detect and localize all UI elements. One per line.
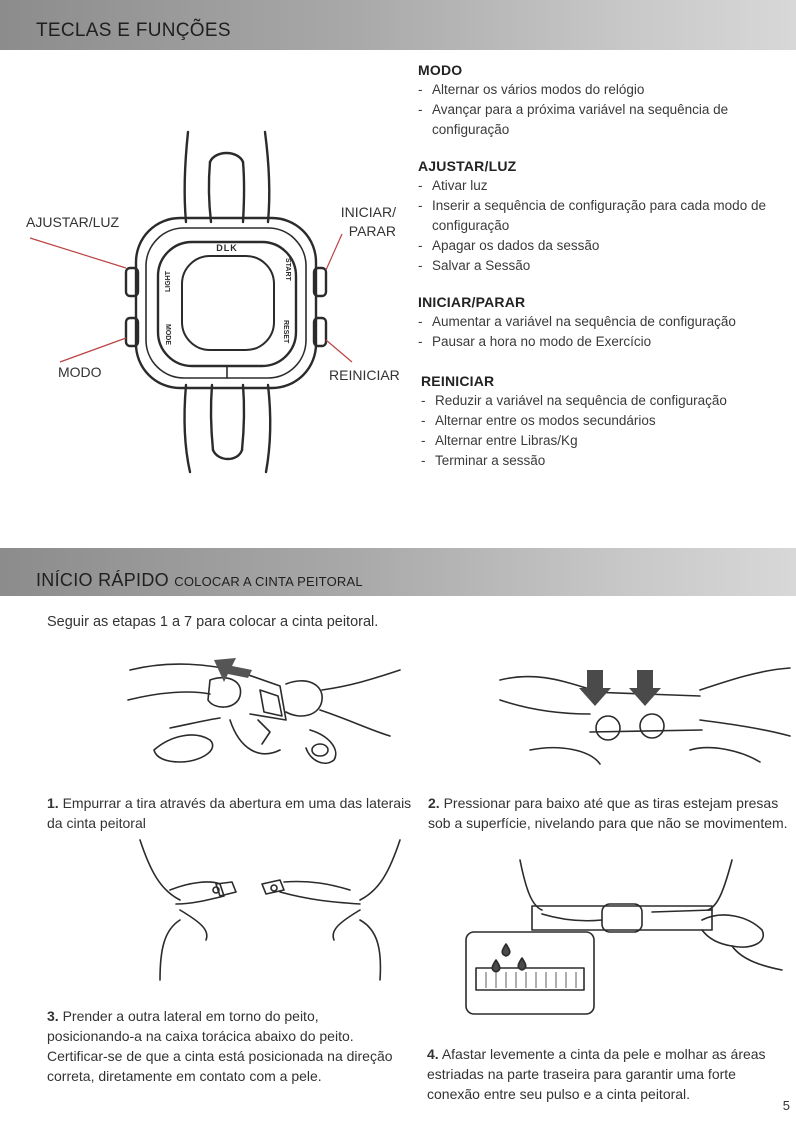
quickstart-subtitle: COLOCAR A CINTA PEITORAL xyxy=(174,574,363,589)
step-4 xyxy=(427,1044,781,1104)
function-title: MODO xyxy=(418,62,463,78)
step-number: 4. xyxy=(427,1046,439,1062)
step-1 xyxy=(47,793,417,833)
section-header-quickstart xyxy=(0,548,796,596)
function-item: - Avançar para a próxima variável na sequência de configuração xyxy=(418,100,762,140)
step-text: Empurrar a tira através da abertura em uma das laterais da cinta peitoral xyxy=(47,795,412,831)
watch-light-label: LIGHT xyxy=(165,271,172,292)
function-title: AJUSTAR/LUZ xyxy=(418,158,517,174)
page-number: 5 xyxy=(782,1098,790,1113)
quickstart-intro: Seguir as etapas 1 a 7 para colocar a cinta peitoral. xyxy=(47,614,379,630)
watch-reset-label: RESET xyxy=(282,320,289,344)
function-item: - Alternar entre Libras/Kg xyxy=(421,431,796,451)
function-item: - Apagar os dados da sessão xyxy=(418,236,796,256)
step2-illustration xyxy=(490,640,790,790)
function-modo xyxy=(418,62,796,140)
function-item: - Aumentar a variável na sequência de configuração xyxy=(418,312,796,332)
step-text: Prender a outra lateral em torno do peito, posicionando-a na caixa torácica abaixo do peito. Certificar-se de que a cinta está posicionada na direção correta, diretamente em contato com a pele. xyxy=(47,1008,393,1084)
callout-iniciar-line2: PARAR xyxy=(348,223,396,239)
function-reiniciar xyxy=(421,373,796,471)
watch-brand-mark: DLK xyxy=(216,243,238,253)
function-item: - Ativar luz xyxy=(418,176,796,196)
function-item: - Inserir a sequência de configuração para cada modo de configuração xyxy=(418,196,772,236)
function-item: - Terminar a sessão xyxy=(421,451,796,471)
callout-iniciar-line1: INICIAR/ xyxy=(340,204,396,220)
function-item: - Salvar a Sessão xyxy=(418,256,796,276)
step-text: Pressionar para baixo até que as tiras estejam presas sob a superfície, nivelando para que não se movimentem. xyxy=(428,795,788,831)
step-2 xyxy=(428,793,794,833)
function-item: - Alternar entre os modos secundários xyxy=(421,411,796,431)
function-iniciar-parar xyxy=(418,294,796,352)
function-title: REINICIAR xyxy=(421,373,495,389)
watch-mode-label: MODE xyxy=(164,324,171,345)
section-title-keys: TECLAS E FUNÇÕES xyxy=(36,20,231,41)
callout-reiniciar: REINICIAR xyxy=(329,367,400,383)
function-item: - Pausar a hora no modo de Exercício xyxy=(418,332,796,352)
quickstart-title: INÍCIO RÁPIDO xyxy=(36,570,169,590)
watch-start-label: START xyxy=(284,258,291,281)
step-number: 3. xyxy=(47,1008,59,1024)
callout-modo: MODO xyxy=(58,364,102,380)
section-title-quickstart xyxy=(36,570,363,591)
callout-iniciar-parar xyxy=(330,203,396,241)
step1-illustration xyxy=(110,640,410,790)
step3-illustration xyxy=(120,830,420,1000)
step-number: 2. xyxy=(428,795,440,811)
callout-ajustar-luz: AJUSTAR/LUZ xyxy=(26,214,120,230)
step-number: 1. xyxy=(47,795,59,811)
step4-illustration xyxy=(462,850,792,1020)
function-item: - Alternar os vários modos do relógio xyxy=(418,80,796,100)
step-3 xyxy=(47,1006,409,1086)
function-ajustar-luz xyxy=(418,158,796,276)
function-title: INICIAR/PARAR xyxy=(418,294,526,310)
function-item: - Reduzir a variável na sequência de configuração xyxy=(421,391,796,411)
step-text: Afastar levemente a cinta da pele e molhar as áreas estriadas na parte traseira para garantir uma forte conexão entre seu pulso e a cinta peitoral. xyxy=(427,1046,766,1102)
